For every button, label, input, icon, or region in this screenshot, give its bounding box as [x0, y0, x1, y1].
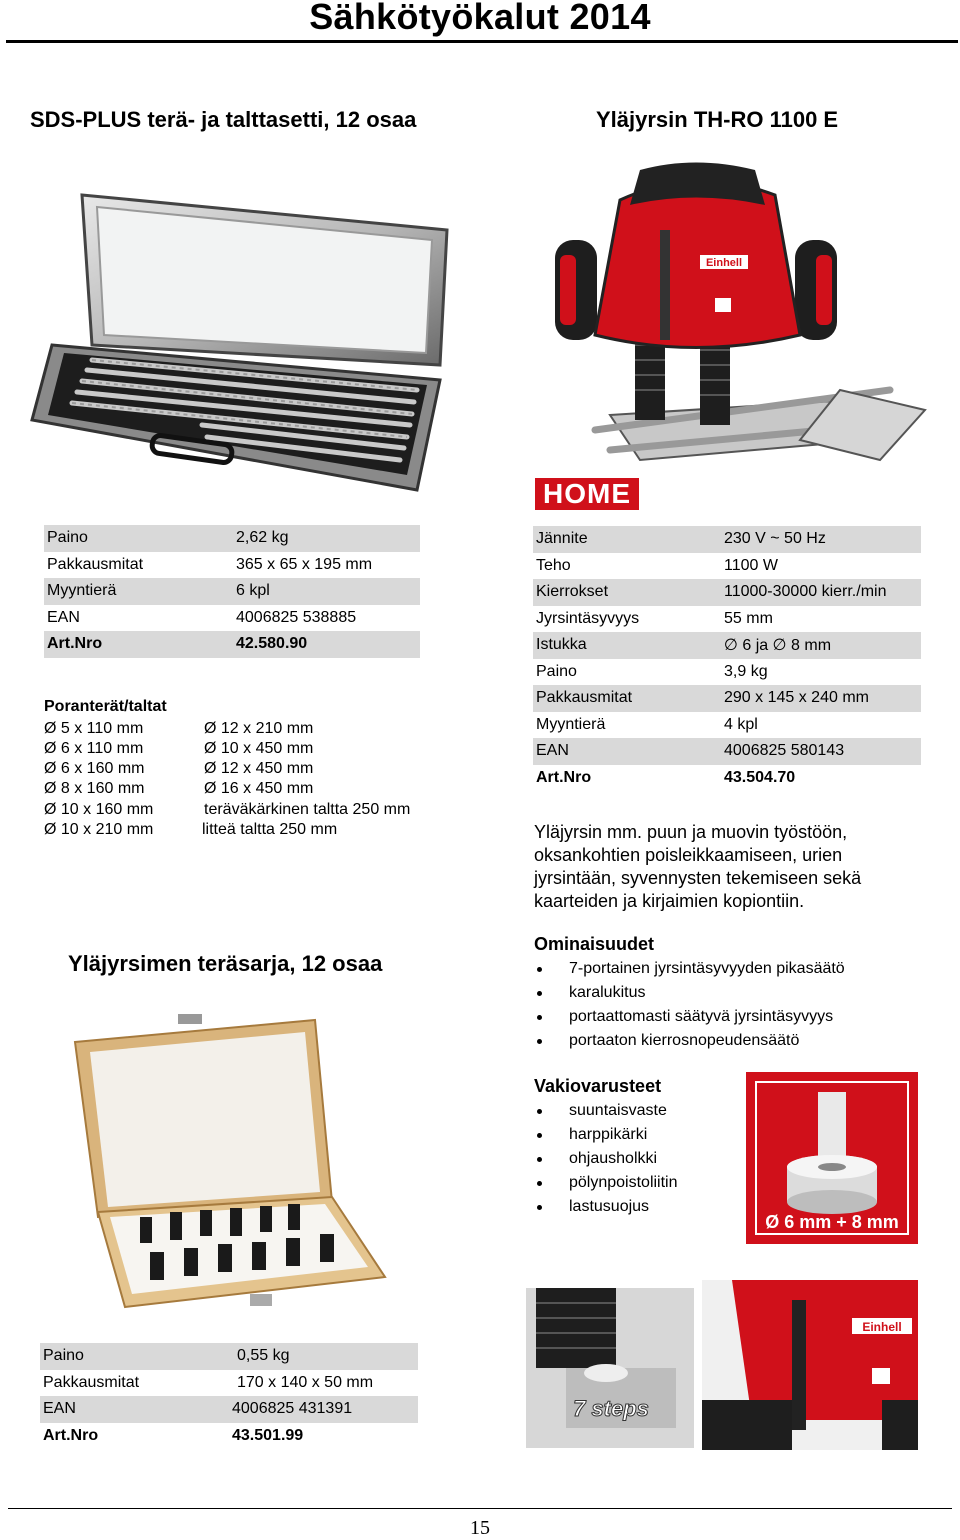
- bit-item: Ø 10 x 160 mm: [44, 801, 154, 818]
- list-item: karalukitus: [534, 981, 845, 1005]
- spec-label: Jännite: [536, 530, 588, 547]
- bit-item: Ø 5 x 110 mm: [44, 720, 144, 737]
- spec-row: [40, 1343, 418, 1370]
- footer-divider: [8, 1508, 952, 1509]
- product2-description: Yläjyrsin mm. puun ja muovin työstöön, oksankohtien poisleikkaamiseen, urien jyrsintään, syvennysten tekemiseen sekä kaarteiden ja kirjaimien kopiontiin.: [534, 822, 862, 911]
- title-divider: [6, 40, 958, 43]
- spec-value: 3,9 kg: [724, 662, 768, 680]
- spec-row: [533, 526, 921, 553]
- product3-spec-table: [40, 1343, 418, 1449]
- spec-label: Pakkausmitat: [536, 689, 633, 706]
- spec-row: [533, 579, 921, 606]
- spec-label: Pakkausmitat: [47, 555, 144, 573]
- spec-value: 6 kpl: [236, 582, 270, 599]
- spec-label: Teho: [536, 556, 571, 574]
- bits-heading: Poranterät/taltat: [44, 698, 167, 715]
- bit-item: Ø 8 x 160 mm: [44, 780, 145, 797]
- bit-item: Ø 6 x 160 mm: [44, 760, 145, 777]
- spec-label: Paino: [43, 1347, 84, 1364]
- list-item: suuntaisvaste: [534, 1099, 678, 1123]
- spec-label: Paino: [536, 662, 577, 680]
- spec-label: Jyrsintäsyvyys: [536, 609, 640, 627]
- spec-value: 4006825 538885: [236, 608, 357, 626]
- spec-row: [44, 631, 420, 658]
- spec-label: Kierrokset: [536, 583, 609, 600]
- router-brand-text: Einhell: [862, 1320, 902, 1334]
- list-item: portaaton kierrosnopeudensäätö: [534, 1029, 845, 1053]
- spec-row: [44, 605, 420, 632]
- spec-value: 4006825 431391: [232, 1400, 353, 1417]
- spec-row: [533, 765, 921, 792]
- product3-title: Yläjyrsimen teräsarja, 12 osaa: [68, 951, 383, 976]
- spec-value: 170 x 140 x 50 mm: [237, 1373, 374, 1391]
- product2-spec-table: [533, 526, 921, 791]
- spec-row: [44, 578, 420, 605]
- spec-row: [533, 712, 921, 739]
- spec-value: 11000-30000 kierr./min: [724, 583, 887, 600]
- spec-row: [40, 1396, 418, 1423]
- spec-row: [533, 738, 921, 765]
- collet-size-a: 6 ja: [742, 637, 769, 654]
- spec-value: 43.501.99: [232, 1426, 304, 1444]
- depth-stop-photo: [526, 1288, 694, 1448]
- spec-label: EAN: [43, 1400, 76, 1417]
- features-list: [534, 957, 845, 1053]
- spec-value: 4006825 580143: [724, 742, 845, 759]
- bit-item: Ø 10 x 210 mm: [44, 821, 154, 838]
- spec-value: 0,55 kg: [237, 1347, 290, 1364]
- spec-row: [533, 685, 921, 712]
- steps-caption: 7 steps: [573, 1396, 649, 1421]
- list-item: lastusuojus: [534, 1195, 678, 1219]
- spec-label: EAN: [536, 742, 569, 759]
- spec-label: Art.Nro: [536, 768, 592, 786]
- spec-value: 4 kpl: [724, 715, 758, 733]
- spec-value: 55 mm: [724, 609, 773, 627]
- spec-value: [724, 632, 831, 659]
- list-item: pölynpoistoliitin: [534, 1171, 678, 1195]
- spec-row: [533, 632, 921, 659]
- router-brand-text: Einhell: [705, 257, 743, 269]
- list-item: portaattomasti säätyvä jyrsintäsyvyys: [534, 1005, 845, 1029]
- page-title: Sähkötyökalut 2014: [309, 0, 651, 37]
- spec-label: Istukka: [536, 636, 587, 653]
- spec-row: [533, 553, 921, 580]
- bit-item: litteä taltta 250 mm: [202, 821, 338, 838]
- spec-value: 1100 W: [724, 556, 778, 574]
- bit-item: Ø 12 x 450 mm: [204, 760, 314, 777]
- product1-spec-table: [44, 525, 420, 658]
- bit-item: teräväkärkinen taltta 250 mm: [204, 801, 411, 818]
- list-item: ohjausholkki: [534, 1147, 678, 1171]
- spec-label: Myyntierä: [536, 715, 606, 733]
- diameter-symbol: ∅: [772, 635, 787, 654]
- bit-item: Ø 6 x 110 mm: [44, 740, 144, 757]
- spec-label: Pakkausmitat: [43, 1373, 140, 1391]
- bit-item: Ø 10 x 450 mm: [204, 740, 314, 757]
- product2-title: Yläjyrsin TH-RO 1100 E: [596, 107, 839, 132]
- router-bit-set-photo: [70, 1012, 390, 1312]
- spec-label: Myyntierä: [47, 582, 117, 599]
- spec-value: 42.580.90: [236, 635, 308, 652]
- spec-row: [44, 525, 420, 552]
- list-item: 7-portainen jyrsintäsyvyyden pikasäätö: [534, 957, 845, 981]
- spec-row: [533, 659, 921, 686]
- spec-value: 290 x 145 x 240 mm: [724, 689, 869, 706]
- router-closeup-photo: [702, 1280, 918, 1450]
- spec-value: 2,62 kg: [236, 529, 289, 546]
- router-photo: [550, 160, 935, 480]
- spec-label: Art.Nro: [43, 1426, 99, 1444]
- spec-value: 43.504.70: [724, 768, 796, 786]
- drill-bit-case-photo: [22, 185, 462, 500]
- spec-row: [40, 1370, 418, 1397]
- spec-row: [533, 606, 921, 633]
- features-heading: Ominaisuudet: [534, 934, 655, 954]
- spec-row: [40, 1423, 418, 1450]
- collet-caption: Ø 6 mm + 8 mm: [765, 1212, 899, 1232]
- home-brand-badge: HOME: [535, 478, 639, 510]
- product1-title: SDS-PLUS terä- ja talttasetti, 12 osaa: [30, 107, 417, 132]
- spec-label: Paino: [47, 529, 88, 546]
- accessories-heading: Vakiovarusteet: [534, 1076, 662, 1096]
- bit-item: Ø 16 x 450 mm: [204, 780, 314, 797]
- accessories-list: [534, 1099, 678, 1219]
- spec-value: 365 x 65 x 195 mm: [236, 555, 373, 573]
- bit-item: Ø 12 x 210 mm: [204, 720, 314, 737]
- list-item: harppikärki: [534, 1123, 678, 1147]
- spec-value: 230 V ~ 50 Hz: [724, 530, 826, 547]
- spec-label: Art.Nro: [47, 635, 103, 652]
- diameter-symbol: ∅: [724, 635, 738, 654]
- collet-pictogram: [746, 1072, 918, 1244]
- spec-row: [44, 552, 420, 579]
- page-number: 15: [470, 1517, 490, 1539]
- spec-label: EAN: [47, 608, 80, 626]
- collet-size-b: 8 mm: [791, 637, 832, 654]
